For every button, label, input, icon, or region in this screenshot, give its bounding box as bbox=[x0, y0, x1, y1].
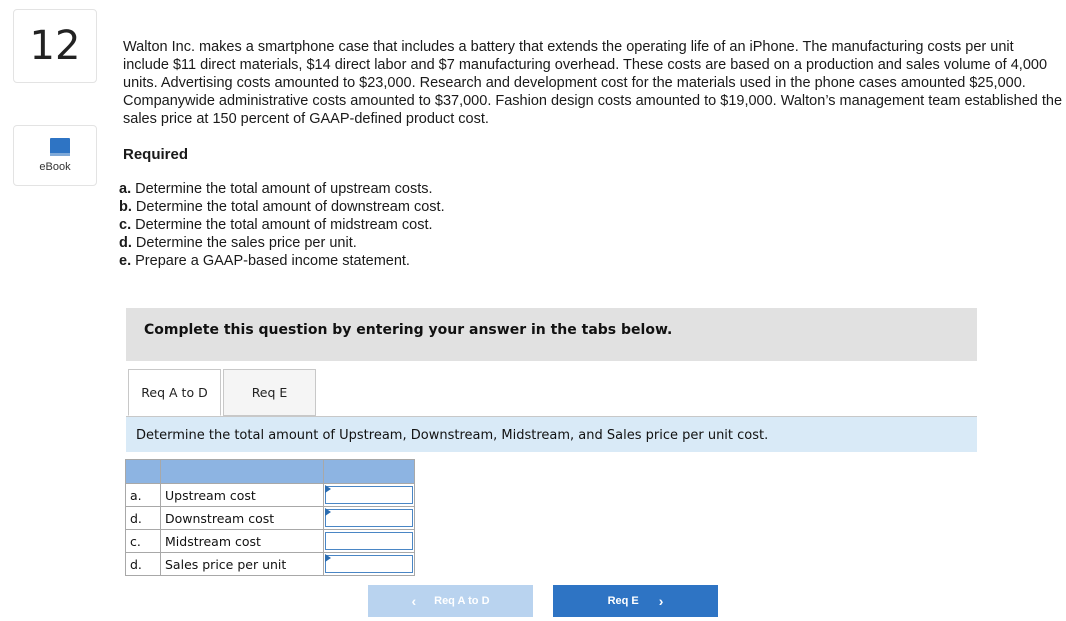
question-number-box bbox=[13, 9, 97, 83]
row-letter: d. bbox=[126, 553, 161, 576]
tab-label: Req E bbox=[251, 385, 288, 400]
input-flag-icon bbox=[325, 485, 331, 493]
requirement-item: e. Prepare a GAAP-based income statement. bbox=[119, 253, 410, 269]
downstream-cost-input[interactable] bbox=[325, 509, 413, 527]
row-label: Downstream cost bbox=[161, 507, 324, 530]
row-letter: c. bbox=[126, 530, 161, 553]
table-row bbox=[126, 553, 415, 576]
table-row bbox=[126, 507, 415, 530]
header-cell bbox=[161, 460, 324, 484]
chevron-left-icon: ‹ bbox=[411, 593, 417, 609]
required-heading: Required bbox=[123, 146, 189, 163]
ebook-label: eBook bbox=[39, 161, 71, 173]
tab-req-e[interactable] bbox=[223, 369, 316, 416]
chevron-right-icon: › bbox=[658, 593, 664, 609]
requirement-item: b. Determine the total amount of downstream cost. bbox=[119, 199, 445, 215]
row-letter: a. bbox=[126, 484, 161, 507]
row-label: Midstream cost bbox=[161, 530, 324, 553]
header-cell bbox=[126, 460, 161, 484]
requirements-list bbox=[119, 180, 445, 270]
book-icon bbox=[49, 137, 71, 157]
requirement-item: d. Determine the sales price per unit. bbox=[119, 235, 357, 251]
upstream-cost-input[interactable] bbox=[325, 486, 413, 504]
tab-label: Req A to D bbox=[141, 385, 208, 400]
requirement-item: a. Determine the total amount of upstream costs. bbox=[119, 181, 433, 197]
ebook-button[interactable] bbox=[13, 125, 97, 186]
question-number: 12 bbox=[29, 23, 81, 69]
requirement-item: c. Determine the total amount of midstream cost. bbox=[119, 217, 433, 233]
problem-statement: Walton Inc. makes a smartphone case that includes a battery that extends the operating life of an iPhone. The manufacturing costs per unit include $11 direct materials, $14 direct labor and $7 manufacturing overhead. These costs are based on a production and sales volume of 4,000 units. Advertising costs amounted to $23,000. Research and development cost for the materials used in the phone cases amounted $25,000. Companywide administrative costs amounted to $37,000. Fashion design costs amounted to $19,000. Walton’s management team established the sales price at 150 percent of GAAP-defined product cost. bbox=[123, 39, 1063, 127]
prev-tab-button[interactable] bbox=[368, 585, 533, 617]
row-letter: d. bbox=[126, 507, 161, 530]
header-cell bbox=[324, 460, 415, 484]
sales-price-input[interactable] bbox=[325, 555, 413, 573]
next-tab-button[interactable] bbox=[553, 585, 718, 617]
task-banner bbox=[126, 417, 977, 452]
table-row bbox=[126, 484, 415, 507]
input-flag-icon bbox=[325, 508, 331, 516]
midstream-cost-input[interactable] bbox=[325, 532, 413, 550]
task-text: Determine the total amount of Upstream, Downstream, Midstream, and Sales price per unit cost. bbox=[136, 428, 769, 443]
input-flag-icon bbox=[325, 554, 331, 562]
instructions-text: Complete this question by entering your answer in the tabs below. bbox=[144, 322, 673, 338]
table-row bbox=[126, 530, 415, 553]
row-label: Sales price per unit bbox=[161, 553, 324, 576]
table-header-row bbox=[126, 460, 415, 484]
prev-button-label: Req A to D bbox=[434, 595, 490, 607]
tab-req-a-to-d[interactable] bbox=[128, 369, 221, 416]
next-button-label: Req E bbox=[607, 595, 639, 607]
row-label: Upstream cost bbox=[161, 484, 324, 507]
answer-table bbox=[125, 459, 415, 576]
instructions-panel bbox=[126, 308, 977, 361]
